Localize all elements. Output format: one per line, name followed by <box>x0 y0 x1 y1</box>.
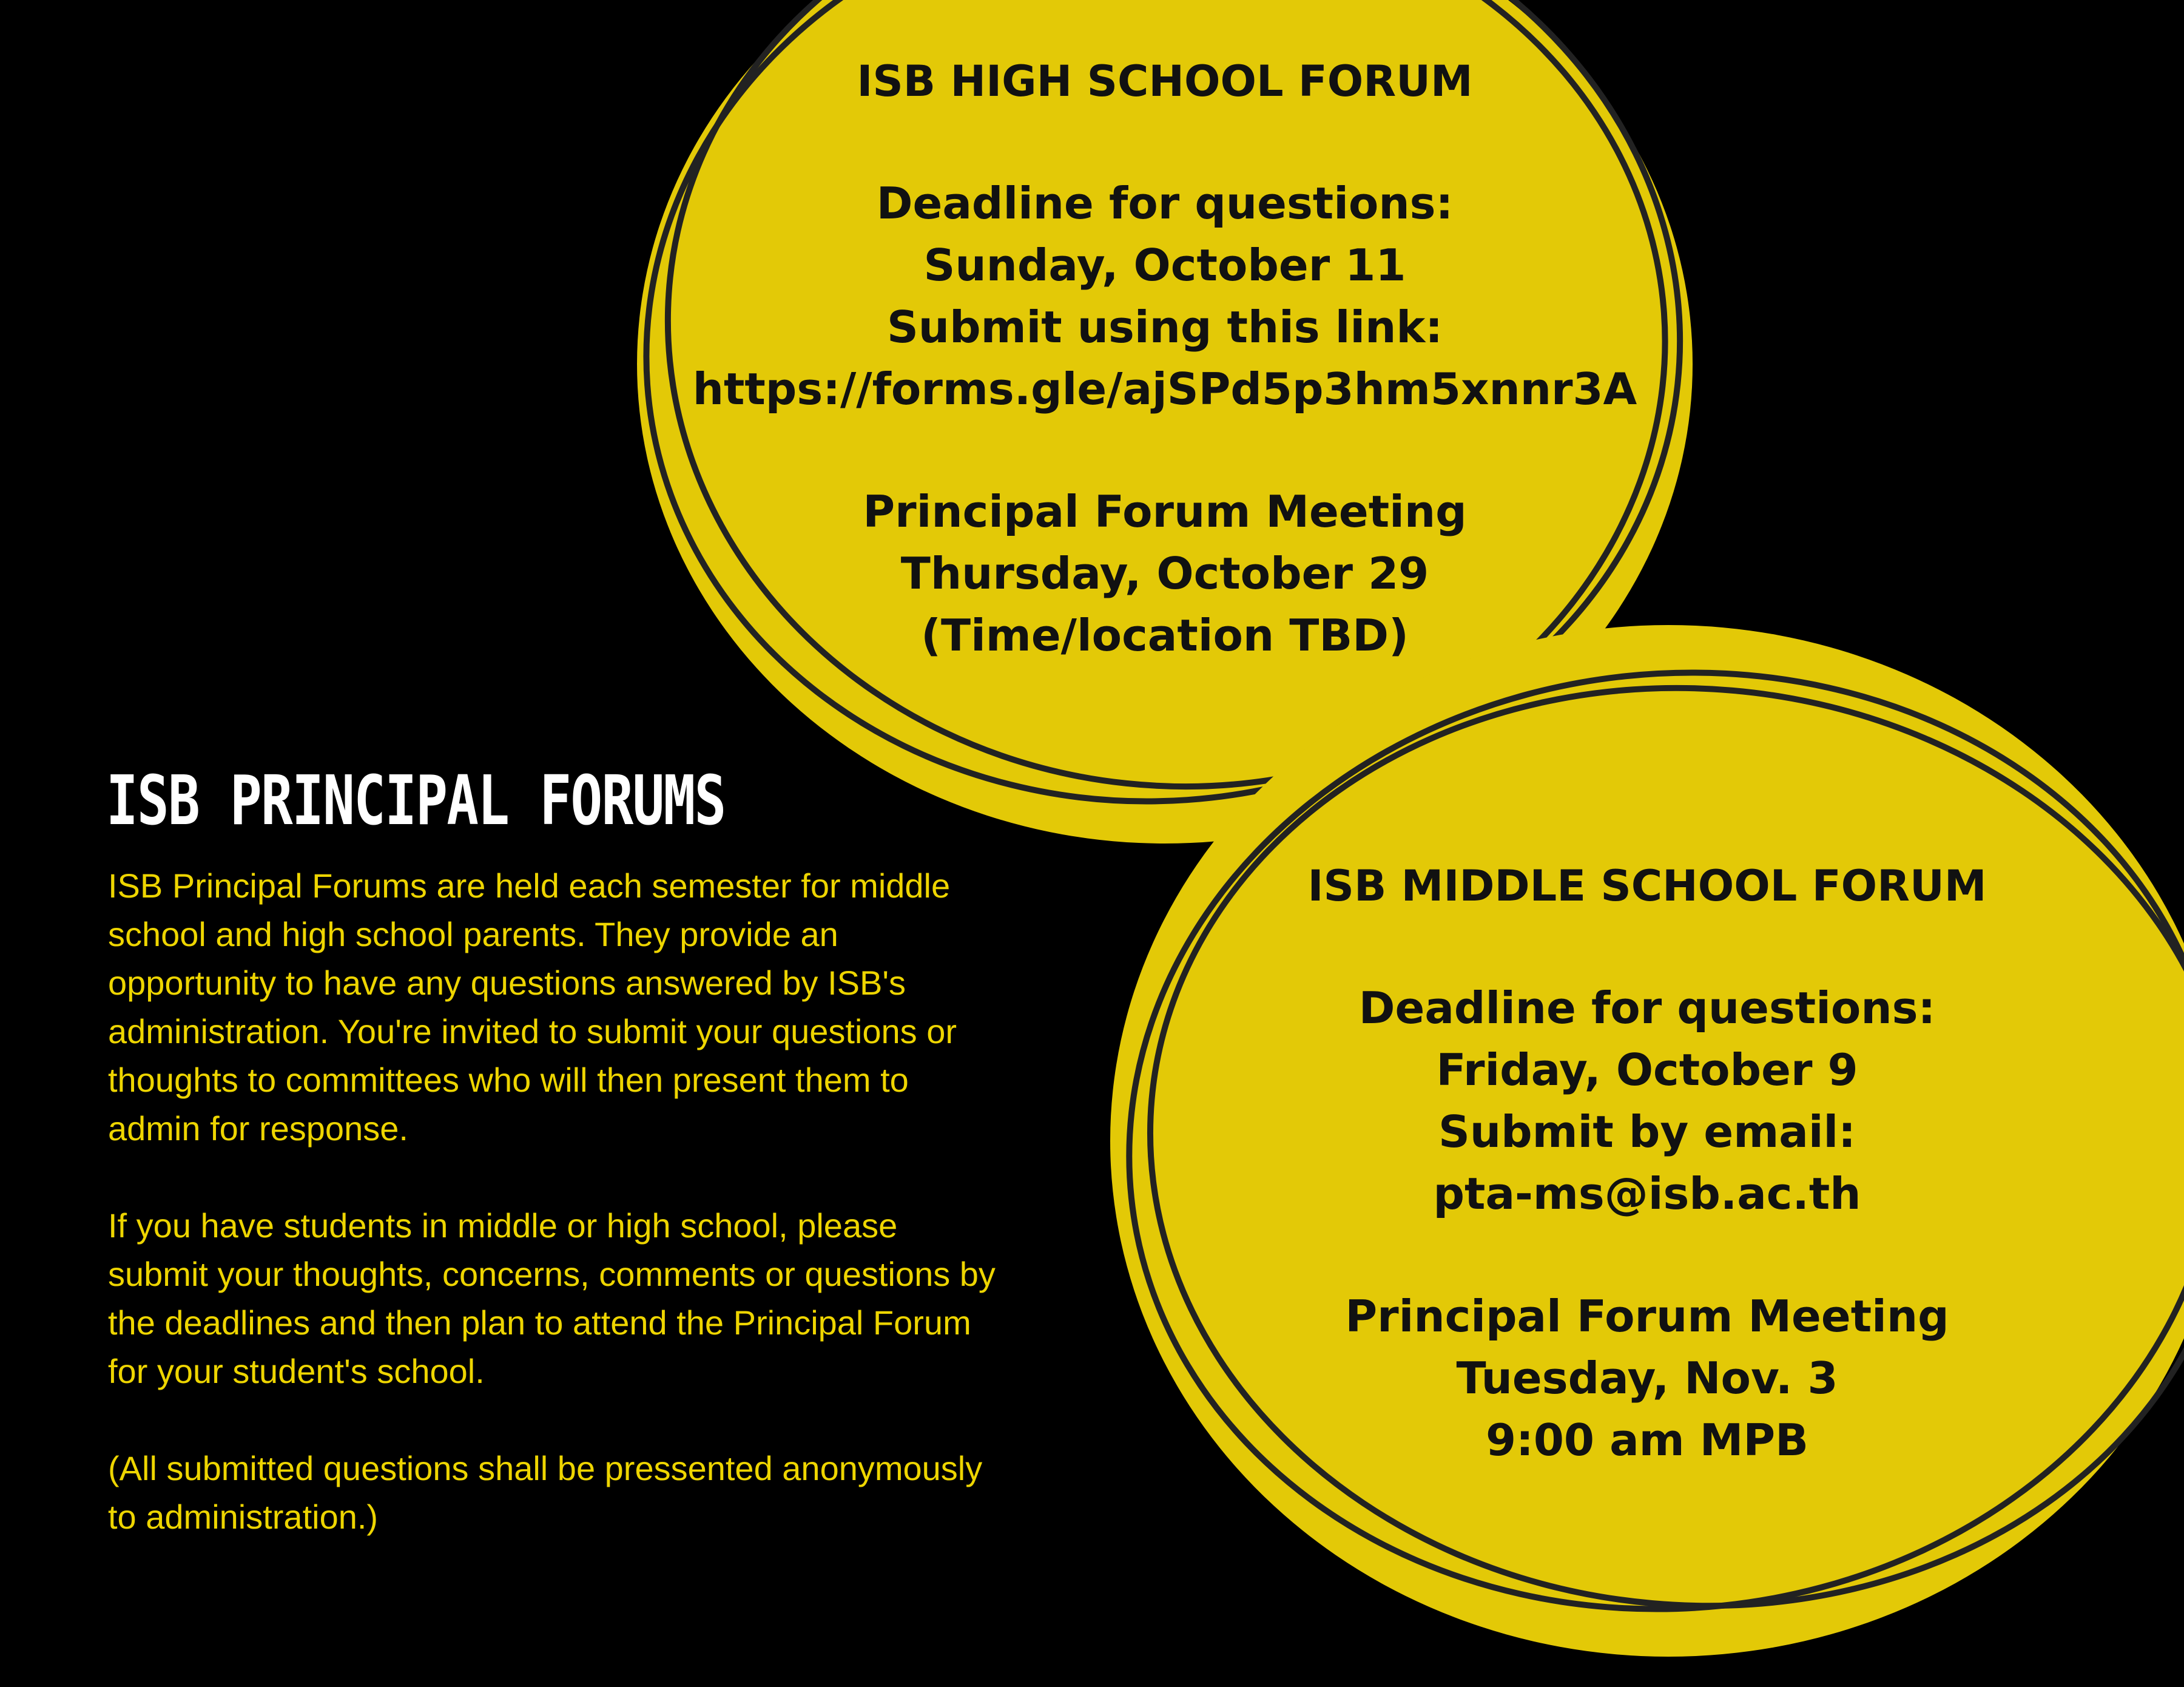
high-school-forum-card <box>649 51 1680 666</box>
middle-school-meeting-label: Principal Forum Meeting <box>1345 1291 1949 1342</box>
high-school-meeting-label: Principal Forum Meeting <box>863 486 1467 537</box>
high-school-deadline-label: Deadline for questions: <box>876 178 1454 229</box>
middle-school-meeting-date: Tuesday, Nov. 3 <box>1456 1353 1838 1404</box>
middle-school-forum-card <box>1174 856 2120 1471</box>
spacer <box>649 112 1680 172</box>
high-school-submit-link[interactable]: https://forms.gle/ajSPd5p3hm5xnnr3A <box>692 363 1637 414</box>
middle-school-deadline-label: Deadline for questions: <box>1358 982 1936 1033</box>
high-school-meeting-detail: (Time/location TBD) <box>921 610 1409 661</box>
intro-paragraph-anonymity-note: (All submitted questions shall be pressented anonymously to administration.) <box>108 1449 983 1536</box>
high-school-submit-label: Submit using this link: <box>886 302 1443 353</box>
spacer <box>1174 1225 2120 1285</box>
middle-school-submit-label: Submit by email: <box>1438 1106 1856 1157</box>
high-school-forum-title: ISB HIGH SCHOOL FORUM <box>857 56 1473 106</box>
middle-school-deadline-date: Friday, October 9 <box>1436 1044 1858 1095</box>
page-title: ISB PRINCIPAL FORUMS <box>106 762 726 840</box>
intro-paragraph-instructions: If you have students in middle or high school, please submit your thoughts, concerns, comments or questions by the deadlines and then plan to attend the Principal Forum for your student's school. <box>108 1206 996 1390</box>
middle-school-meeting-detail: 9:00 am MPB <box>1485 1415 1809 1466</box>
middle-school-forum-title: ISB MIDDLE SCHOOL FORUM <box>1307 861 1987 911</box>
intro-description <box>108 862 1006 1541</box>
spacer <box>1174 916 2120 977</box>
high-school-meeting-date: Thursday, October 29 <box>900 548 1429 599</box>
high-school-deadline-date: Sunday, October 11 <box>923 240 1406 291</box>
intro-paragraph-overview: ISB Principal Forums are held each semester for middle school and high school parents. They provide an opportunity to have any questions answered by ISB's administration. You're invited to submit your questions or thoughts to committees who will then present them to admin for response. <box>108 867 957 1148</box>
middle-school-submit-email[interactable]: pta-ms@isb.ac.th <box>1433 1168 1861 1219</box>
spacer <box>649 420 1680 481</box>
